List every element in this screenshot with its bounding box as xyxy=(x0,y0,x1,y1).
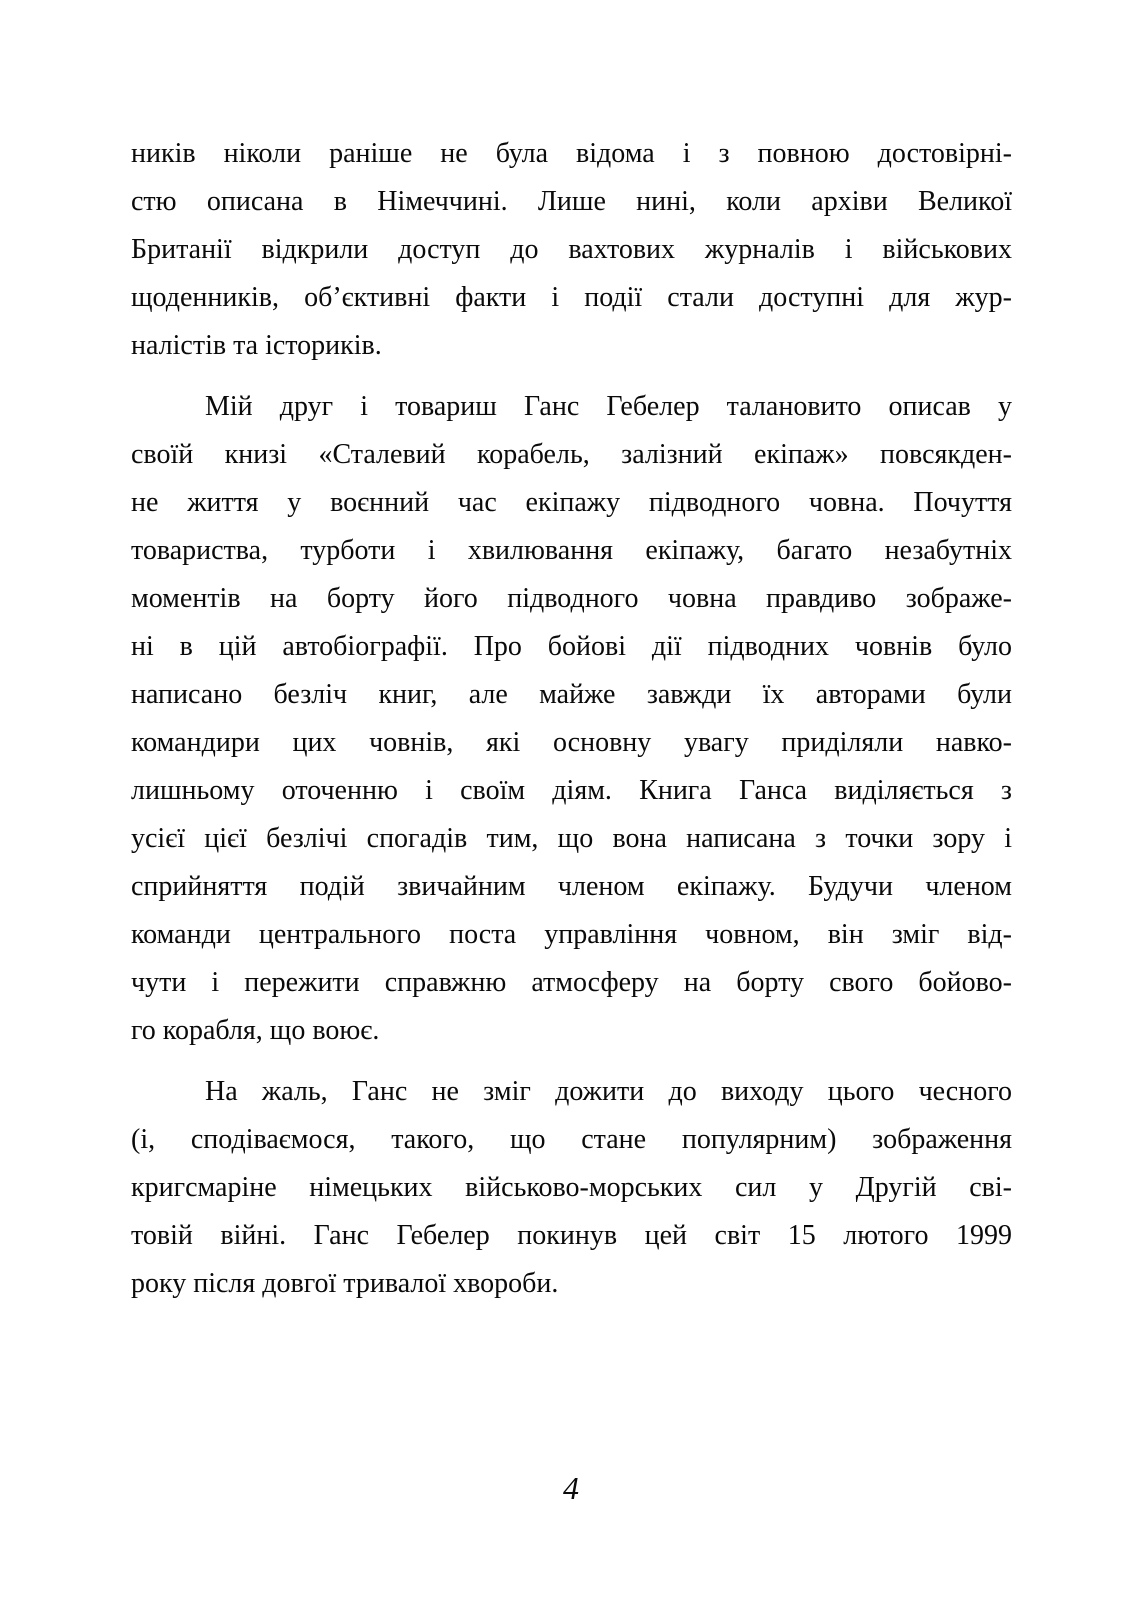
text-line: товій війні. Ганс Гебелер покинув цей світ 15 лютого 1999 xyxy=(131,1220,1012,1251)
text-line: Британії відкрили доступ до вахтових журналів і військових xyxy=(131,234,1012,265)
paragraph xyxy=(131,383,1012,1055)
text-line: чути і пережити справжню атмосферу на борту свого бойово- xyxy=(131,967,1012,998)
text-line: (і, сподіваємося, такого, що стане популярним) зображення xyxy=(131,1124,1012,1155)
paragraph xyxy=(131,130,1012,370)
text-line: написано безліч книг, але майже завжди їх авторами були xyxy=(131,679,1012,710)
text-line: командири цих човнів, які основну увагу приділяли навко- xyxy=(131,727,1012,758)
text-line: товариства, турботи і хвилювання екіпажу, багато незабутніх xyxy=(131,535,1012,566)
text-line: моментів на борту його підводного човна правдиво зображе- xyxy=(131,583,1012,614)
text-line: не життя у воєнний час екіпажу підводного човна. Почуття xyxy=(131,487,1012,518)
text-line: щоденників, об’єктивні факти і події стали доступні для жур- xyxy=(131,282,1012,313)
text-line: ників ніколи раніше не була відома і з повною достовірні- xyxy=(131,138,1012,169)
text-line: налістів та істориків. xyxy=(131,330,382,361)
text-line: сприйняття подій звичайним членом екіпажу. Будучи членом xyxy=(131,871,1012,902)
text-line: Мій друг і товариш Ганс Гебелер талановито описав у xyxy=(205,391,1012,422)
text-line: команди центрального поста управління човном, він зміг від- xyxy=(131,919,1012,950)
text-block xyxy=(131,130,1012,1308)
text-line: усієї цієї безлічі спогадів тим, що вона написана з точки зору і xyxy=(131,823,1012,854)
paragraph xyxy=(131,1068,1012,1308)
text-line: своїй книзі «Сталевий корабель, залізний екіпаж» повсякден- xyxy=(131,439,1012,470)
text-line: кригсмаріне німецьких військово-морських сил у Другій сві- xyxy=(131,1172,1012,1203)
text-line: лишньому оточенню і своїм діям. Книга Ганса виділяється з xyxy=(131,775,1012,806)
text-line: го корабля, що воює. xyxy=(131,1015,380,1046)
text-line: року після довгої тривалої хвороби. xyxy=(131,1268,559,1299)
page-number: 4 xyxy=(563,1470,579,1506)
text-line: На жаль, Ганс не зміг дожити до виходу цього чесного xyxy=(205,1076,1012,1107)
text-line: ні в цій автобіографії. Про бойові дії підводних човнів було xyxy=(131,631,1012,662)
text-line: стю описана в Німеччині. Лише нині, коли архіви Великої xyxy=(131,186,1012,217)
